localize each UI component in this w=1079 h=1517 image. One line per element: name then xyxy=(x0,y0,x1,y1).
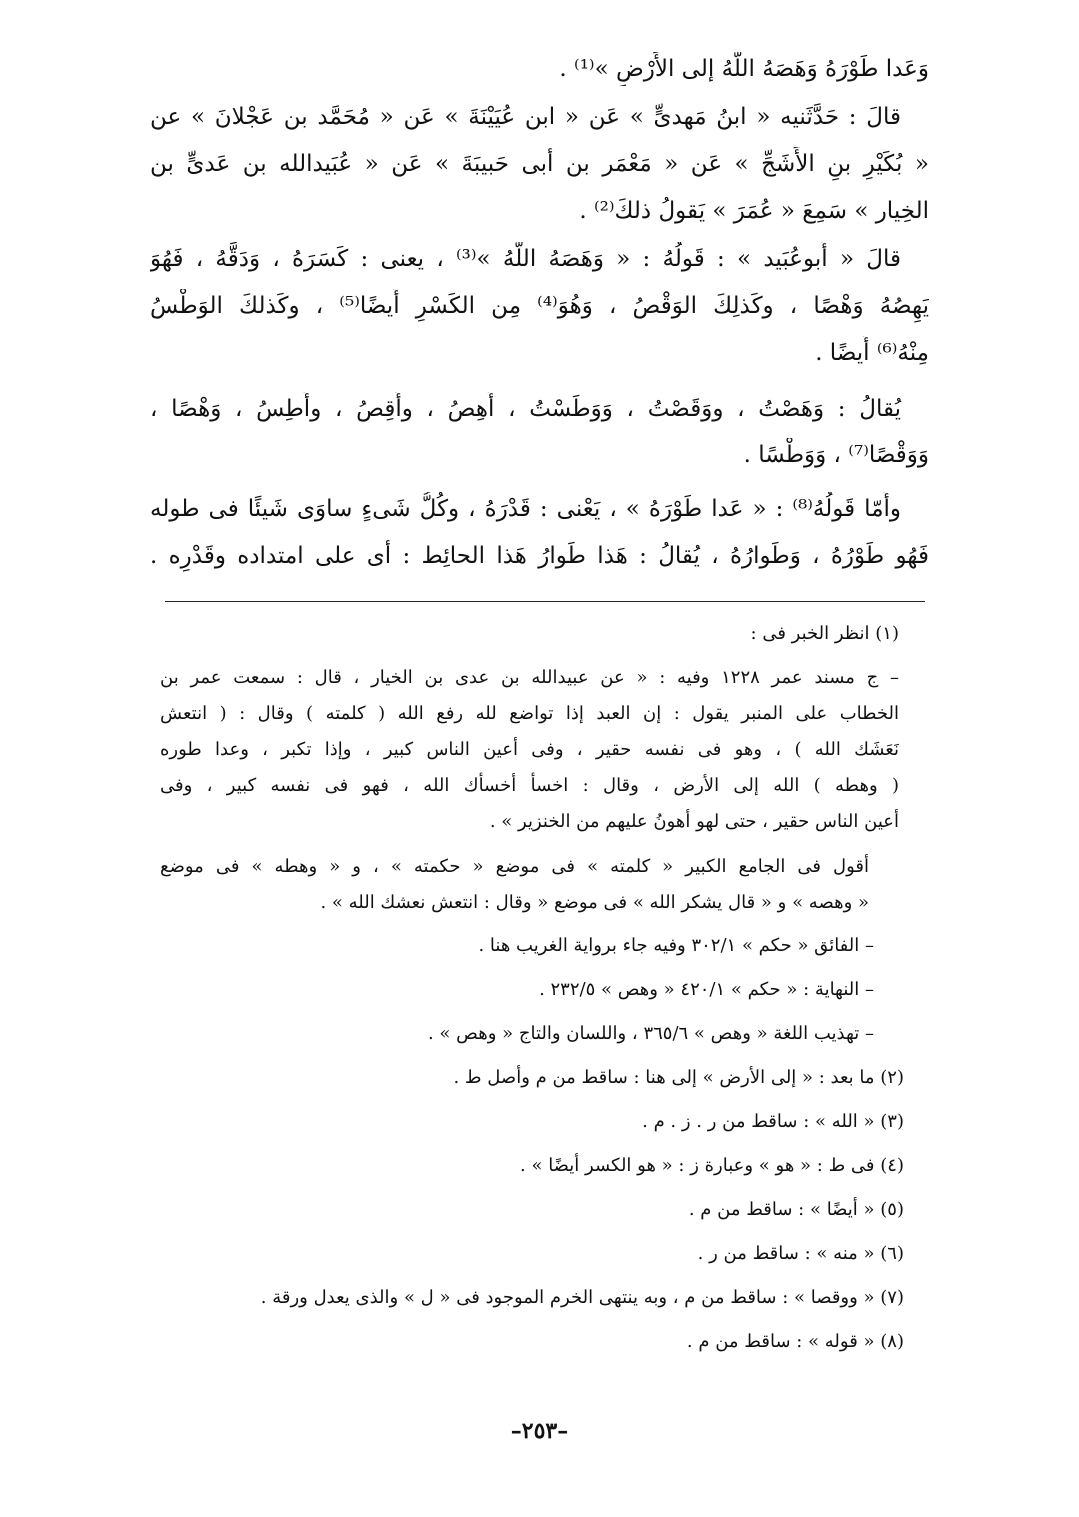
main-line: قالَ : حَدَّثَنيه « ابنُ مَهدىٍّ » عَن « ابن عُيَيْنَةَ » عَن « مُحَمَّد بن عَجْلانَ » عن xyxy=(150,104,901,130)
main-line: « بُكَيْرِ بنِ الأَشَجِّ » عَن « مَعْمَر بن أبى حَبيبَةَ » عَن « عُبَيدالله بن عَدىٍّ بن xyxy=(150,151,929,177)
footnote-line: – النهاية : « حكم » ٤٢٠/١ « وهص » ٢٣٢/٥ . xyxy=(539,979,874,1000)
footnote-line: أعين الناس حقير ، حتى لهو أهونُ عليهم من الخنزير » . xyxy=(489,811,899,832)
main-line: وَوَقْصًا⁽⁷⁾ ، وَوَطْسًا . xyxy=(743,442,929,468)
footnote-line: – الفائق « حكم » ٣٠٢/١ وفيه جاء برواية الغريب هنا . xyxy=(478,935,874,956)
main-line: مِنْهُ⁽⁶⁾ أَيضًا . xyxy=(815,340,929,366)
footnote-line: (١) انظر الخبر فى : xyxy=(750,623,899,644)
footnote-line: نَعَشَك الله ) ، وهو فى نفسه حقير ، وفى أعين الناس كبير ، وإذا تكبر ، وعدا طوره xyxy=(160,739,899,760)
footnote-line: (٢) ما بعد : « إلى الأرض » إلى هنا : ساقط من م وأصل ط . xyxy=(453,1067,904,1088)
main-line: يَهِصُهُ وَهْصًا ، وكَذلِكَ الوَقْصُ ، وَهُوَ⁽⁴⁾ مِن الكَسْرِ أَيضًا⁽⁵⁾ ، وكَذلكَ الوَطْسُ xyxy=(150,293,929,319)
footnote-line: (٦) « منه » : ساقط من ر . xyxy=(697,1243,904,1264)
main-line: وأَمّا قَولُهُ⁽⁸⁾ : « عَدا طَوْرَهُ » ، يَعْنى : قَدْرَهُ ، وكُلُّ شَىءٍ ساوَى شَيئًا فى طوله xyxy=(150,496,902,522)
footnote-separator xyxy=(165,601,925,602)
footnote-line: (٤) فى ط : « هو » وعبارة ز : « هو الكسر أيضًا » . xyxy=(520,1155,904,1176)
main-line: قالَ « أَبوعُبَيد » : قَولُهُ : « وَهَصَهُ اللَّهُ »⁽³⁾ ، يعنى : كَسَرَهُ ، وَدَقَّهُ ، فَهُوَ xyxy=(150,246,901,272)
main-line: وَعَدا طَوْرَهُ وَهَصَهُ اللَّهُ إلى الأَرْضِ »⁽¹⁾ . xyxy=(559,56,929,82)
footnote-line: – تهذيب اللغة « وهص » ٣٦٥/٦ ، واللسان والتاج « وهص » . xyxy=(427,1023,874,1044)
footnote-line: ( وهطه ) الله إلى الأرض ، وقال : اخسأ أخسأك الله ، فهو فى نفسه كبير ، وفى xyxy=(160,775,899,796)
footnote-line: (٨) « قوله » : ساقط من م . xyxy=(686,1331,904,1352)
footnote-line: الخطاب على المنبر يقول : إن العبد إذا تواضع لله رفع الله ( كلمته ) وقال : ( انتعش xyxy=(160,703,899,724)
footnote-line: (٣) « الله » : ساقط من ر . ز . م . xyxy=(642,1111,904,1132)
footnote-line: (٧) « ووقصا » : ساقط من م ، وبه ينتهى الخرم الموجود فى « ل » والذى يعدل ورقة . xyxy=(260,1287,904,1308)
footnote-line: – ج مسند عمر ١٢٢٨ وفيه : « عن عبيدالله بن عدى بن الخيار ، قال : سمعت عمر بن xyxy=(160,667,899,688)
footnote-line: أقول فى الجامع الكبير « كلمته » فى موضع « حكمته » ، و « وهطه » فى موضع xyxy=(160,856,869,877)
page-number: –٢٥٣– xyxy=(510,1418,569,1444)
main-line: الخِيار » سَمِعَ « عُمَرَ » يَقولُ ذلكَ⁽²⁾ . xyxy=(579,198,929,224)
main-line: يُقالُ : وَهَصْتُ ، ووَقَصْتُ ، وَوَطَسْتُ ، أَهِصُ ، وأَقِصُ ، وأَطِسُ ، وَهْصًا ، xyxy=(150,396,901,422)
main-line: فَهُو طَوْرُهُ ، وَطَوارُهُ ، يُقالُ : هَذا طَوارُ هَذا الحائِط : أى على امتداده وقَدْرِه . xyxy=(150,543,929,569)
footnote-line: « وهصه » و « قال يشكر الله » فى موضع « وقال : انتعش نعشك الله » . xyxy=(320,892,869,913)
footnote-line: (٥) « أيضًا » : ساقط من م . xyxy=(688,1199,904,1220)
